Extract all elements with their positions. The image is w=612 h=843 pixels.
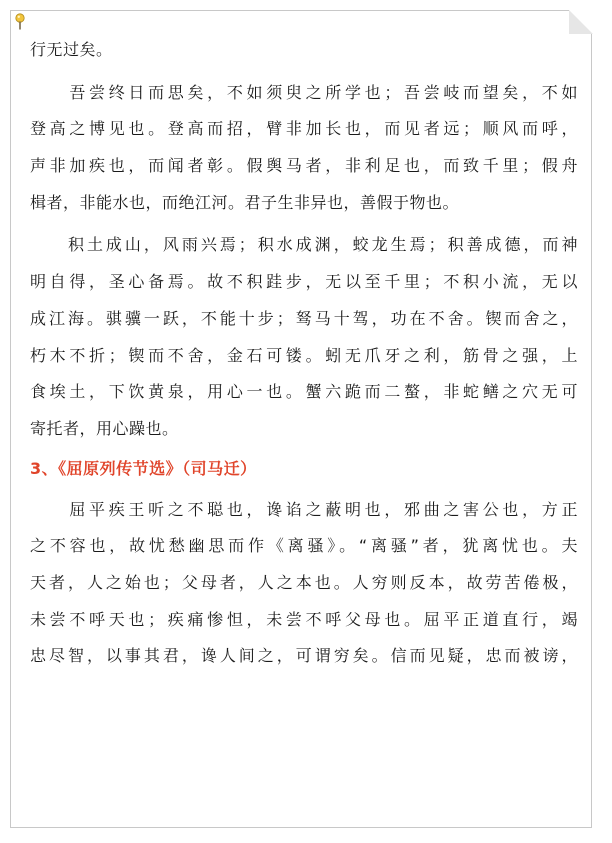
paragraph-quanxue-2	[30, 227, 578, 447]
text-line: 楫者，非能水也，而绝江河。君子生非异也，善假于物也。	[30, 192, 460, 212]
text-line: 成江海。骐骥一跃，不能十步；驽马十驾，功在不舍。锲而舍之，	[30, 308, 578, 328]
paragraph-quanxue-1	[30, 75, 578, 222]
text-line: 天者，人之始也；父母者，人之本也。人穷则反本，故劳苦倦极，	[30, 572, 578, 592]
intro-line: 行无过矣。	[30, 40, 113, 59]
text-line: 声非加疾也，而闻者彰。假舆马者，非利足也，而致千里；假舟	[30, 156, 578, 176]
text-line: 未尝不呼天也；疾痛惨怛，未尝不呼父母也。屈平正道直行，竭	[30, 609, 578, 629]
page-corner-fold	[569, 10, 593, 34]
text-line: 积土成山，风雨兴焉；积水成渊，蛟龙生焉；积善成德，而神	[30, 235, 578, 255]
section-heading: 3、《屈原列传节选》（司马迁）	[30, 458, 257, 478]
paragraph-quyuan	[30, 492, 578, 675]
document-body	[30, 32, 578, 675]
text-line: 登高之博见也。登高而招，臂非加长也，而见者远；顺风而呼，	[30, 119, 578, 139]
text-line: 吾尝终日而思矣，不如须臾之所学也；吾尝岐而望矣，不如	[30, 82, 578, 102]
text-line: 忠尽智，以事其君，谗人间之，可谓穷矣。信而见疑，忠而被谤，	[30, 646, 578, 666]
text-line: 之不容也，故忧愁幽思而作《离骚》。“离骚”者，犹离忧也。夫	[30, 536, 578, 556]
text-line: 屈平疾王听之不聪也，谗谄之蔽明也，邪曲之害公也，方正	[30, 499, 578, 519]
text-line: 食埃土，下饮黄泉，用心一也。蟹六跪而二螯，非蛇鳝之穴无可	[30, 382, 578, 402]
text-line: 寄托者，用心躁也。	[30, 418, 179, 438]
pin-icon	[14, 13, 26, 31]
text-line: 朽木不折；锲而不舍，金石可镂。蚓无爪牙之利，筋骨之强，上	[30, 345, 578, 365]
text-line: 明自得，圣心备焉。故不积跬步，无以至千里；不积小流，无以	[30, 272, 578, 292]
